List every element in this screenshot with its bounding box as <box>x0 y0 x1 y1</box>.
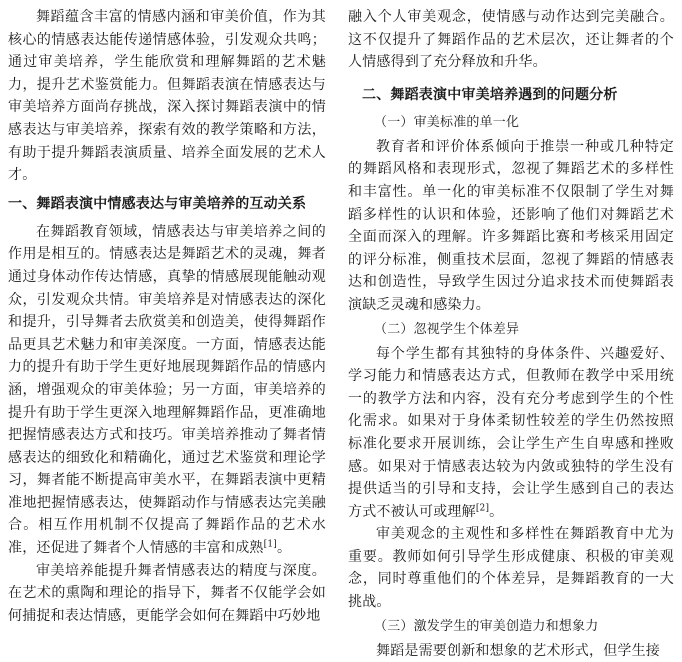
section1-heading: 一、舞蹈表演中情感表达与审美培养的互动关系 <box>8 195 307 212</box>
continuation-paragraph: 融入个人审美观念，使情感与动作达到完美融合。这不仅提升了舞蹈作品的艺术层次，还让舞者的个人情感得到了充分释放和升华。 <box>348 9 674 71</box>
subsection1-paragraph: 教育者和评价体系倾向于推崇一种或几种特定的舞蹈风格和表现形式，忽视了舞蹈艺术的多样性和丰富性。单一化的审美标准不仅限制了学生对舞蹈多样性的认识和体验，还影响了他们对舞蹈艺术全面而深入的理解。许多舞蹈比赛和考核采用固定的评分标准，侧重技术层面，忽视了舞蹈的情感表达和创造性，导致学生因过分追求技术而使舞蹈表演缺乏灵魂和感染力。 <box>348 138 674 313</box>
subsection1-heading: （一）审美标准的单一化 <box>374 114 520 130</box>
section1-paragraph1 <box>8 221 326 560</box>
subsection3-paragraph: 舞蹈是需要创新和想象的艺术形式，但学生接 <box>376 642 660 659</box>
subsection2-paragraph1-end: 。 <box>489 503 504 520</box>
section2-heading: 二、舞蹈表演中审美培养遇到的问题分析 <box>362 86 618 103</box>
left-column <box>8 6 326 627</box>
right-column <box>348 6 674 662</box>
intro-paragraph: 舞蹈蕴含丰富的情感内涵和审美价值，作为其核心的情感表达能传递情感体验，引发观众共鸣；通过审美培养，学生能欣赏和理解舞蹈的艺术魅力，提升艺术鉴赏能力。但舞蹈表演在情感表达与审美培养方面尚存挑战，深入探讨舞蹈表演中的情感表达与审美培养，探索有效的教学策略和方法，有助于提升舞蹈表演质量、培养全面发展的艺术人才。 <box>8 9 326 184</box>
subsection2-paragraph2: 审美观念的主观性和多样性在舞蹈教育中尤为重要。教师如何引导学生形成健康、积极的审美观念，同时尊重他们的个体差异，是舞蹈教育的一大挑战。 <box>348 526 674 611</box>
section1-paragraph1-end: 。 <box>276 540 292 557</box>
section1-paragraph2: 审美培养能提升舞者情感表达的精度与深度。在艺术的熏陶和理论的指导下，舞者不仅能学会如何捕捉和表达情感，更能学会如何在舞蹈中巧妙地 <box>8 562 326 624</box>
subsection2-paragraph1-text: 每个学生都有其独特的身体条件、兴趣爱好、学习能力和情感表达方式，但教师在教学中采用统一的教学方法和内容，没有充分考虑到学生的个性化需求。如果对于身体柔韧性较差的学生仍然按照标准化要求开展训练，会让学生产生自卑感和挫败感。如果对于情感表达较为内敛或独特的学生没有提供适当的引导和支持，会让学生感到自己的表达方式不被认可或理解 <box>348 345 674 520</box>
subsection3-heading: （三）激发学生的审美创造力和想象力 <box>374 618 599 634</box>
citation-2: [2] <box>475 503 490 514</box>
section1-paragraph1-text: 在舞蹈教育领域，情感表达与审美培养之间的作用是相互的。情感表达是舞蹈艺术的灵魂，舞者通过身体动作传达情感，真挚的情感展现能触动观众，引发观众共情。审美培养是对情感表达的深化和提升，引导舞者去欣赏美和创造美，使得舞蹈作品更具艺术魅力和审美深度。一方面，情感表达能力的提升有助于学生更好地展现舞蹈作品的情感内涵，增强观众的审美体验；另一方面，审美培养的提升有助于学生更深入地理解舞蹈作品，更准确地把握情感表达方式和技巧。审美培养推动了舞者情感表达的细致化和精确化，通过艺术鉴赏和理论学习，舞者能不断提高审美水平，在舞蹈表演中更精准地把握情感表达，使舞蹈动作与情感表达完美融合。相互作用机制不仅提高了舞蹈作品的艺术水准，还促进了舞者个人情感的丰富和成熟 <box>8 223 326 557</box>
subsection2-paragraph1 <box>348 343 674 524</box>
citation-1: [1] <box>263 539 277 550</box>
subsection2-heading: （二）忽视学生个体差异 <box>374 321 520 337</box>
